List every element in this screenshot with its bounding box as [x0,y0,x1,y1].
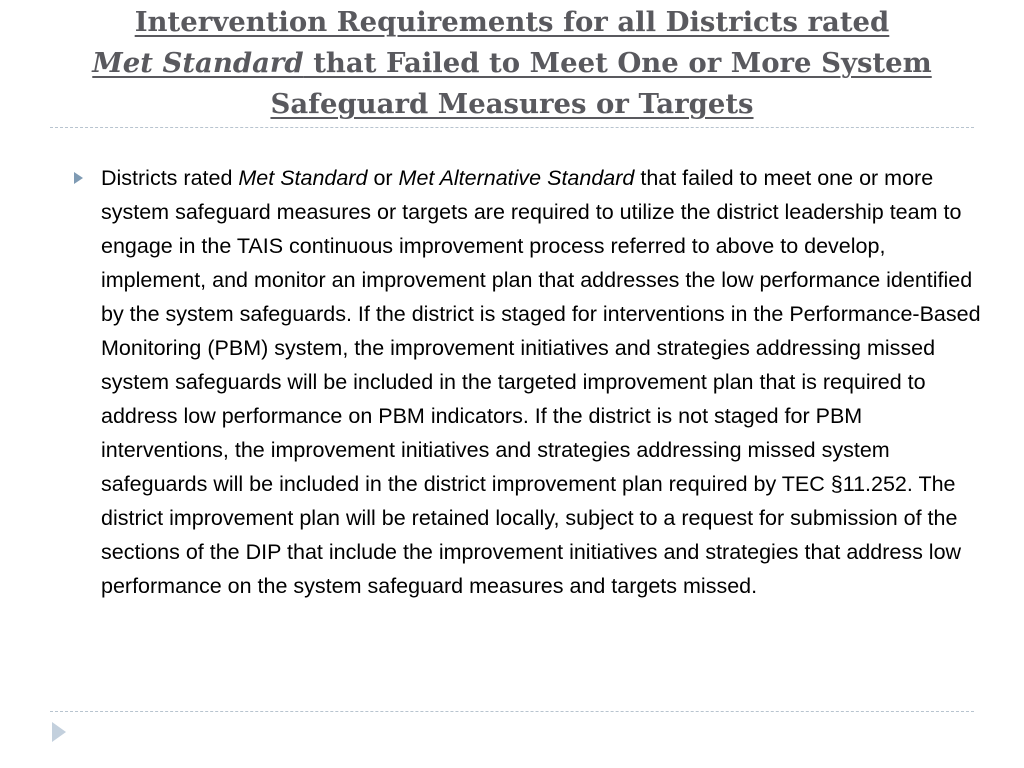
title-rest: that Failed to Meet One or More System Safeguard Measures or Targets [270,47,932,120]
body-part-1: Districts rated [101,166,239,190]
title-emphasis: Met Standard [92,47,304,79]
body-part-3: that failed to meet one or more system safeguard measures or targets are required to utilize the district leadership team to engage in the TAIS continuous improvement process referred to above to develop, implement, and monitor an improvement plan that addresses the low performance identified by the system safeguards. If the district is staged for interventions in the Performance-Based Monitoring (PBM) system, the improvement initiatives and strategies addressing missed system safeguards will be included in the targeted improvement plan that is required to address low performance on PBM indicators. If the district is not staged for PBM interventions, the improvement initiatives and strategies addressing missed system safeguards will be included in the district improvement plan required by TEC §11.252. The district improvement plan will be retained locally, subject to a request for submission of the sections of the DIP that include the improvement initiatives and strategies that address low performance on the system safeguard measures and targets missed. [101,166,981,598]
bottom-divider [50,711,974,712]
slide-title [40,2,984,125]
triangle-bullet-icon [74,172,83,184]
body-emphasis-2: Met Alternative Standard [398,166,635,190]
body-paragraph [101,161,981,603]
next-slide-arrow-icon[interactable] [52,722,66,742]
title-line-1: Intervention Requirements for all Districts rated [134,6,890,38]
body-emphasis-1: Met Standard [238,166,368,190]
body-part-2: or [367,166,399,190]
top-divider [50,127,974,128]
